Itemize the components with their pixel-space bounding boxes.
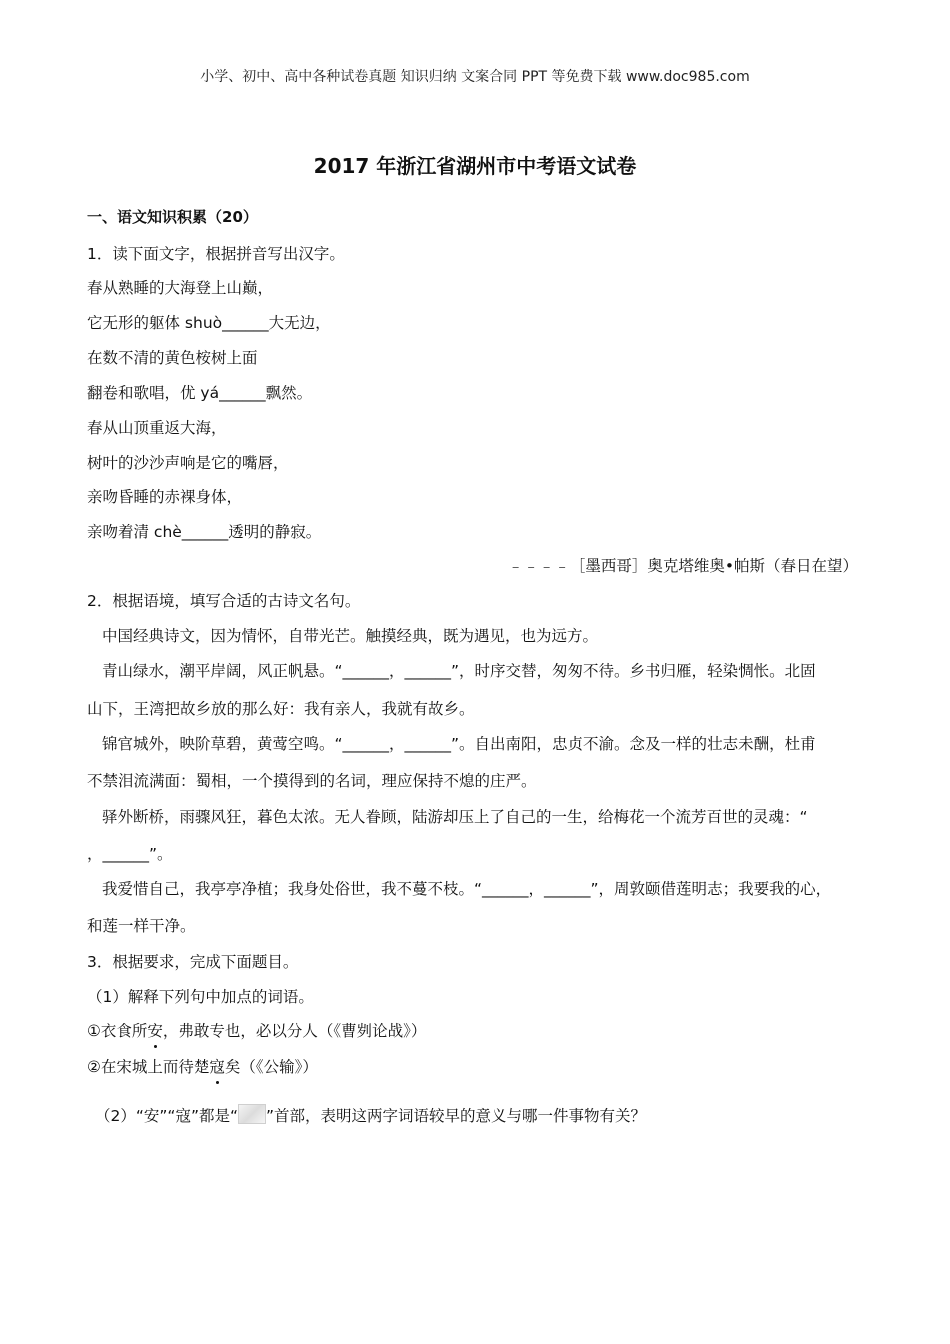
- sub-item-text: ②在宋城上而待楚: [87, 1058, 210, 1076]
- page-title: 2017 年浙江省湖州市中考语文试卷: [313, 154, 637, 178]
- dotted-word: 寇: [209, 1055, 225, 1077]
- page-header: 小学、初中、高中各种试卷真题 知识归纳 文案合同 PPT 等免费下载 www.doc985.com: [200, 69, 750, 85]
- poem-line: 它无形的躯体 shuò______大无边，: [87, 314, 331, 332]
- poem-line: 亲吻昏睡的赤裸身体，: [87, 488, 243, 506]
- paragraph: 驿外断桥，雨骤风狂，暮色太浓。无人眷顾，陆游却压上了自己的一生，给梅花一个流芳百世的灵魂：“: [102, 808, 808, 826]
- sub-question-text: （2）“安”“寇”都是“: [95, 1107, 239, 1125]
- poem-line: 春从山顶重返大海，: [87, 419, 227, 437]
- sub-item-text: ①衣食所: [87, 1022, 148, 1040]
- paragraph: 我爱惜自己，我亭亭净植；我身处俗世，我不蔓不枝。“______，______”，周敦颐借莲明志；我要我的心，: [102, 880, 832, 898]
- paragraph-continued: ，______”。: [87, 845, 173, 863]
- radical-image: [238, 1104, 266, 1124]
- dotted-word: 安: [147, 1019, 163, 1041]
- poem-source: ﹣﹣﹣﹣［墨西哥］奥克塔维奥•帕斯（春日在望）: [507, 557, 858, 575]
- poem-line: 亲吻着清 chè______透明的静寂。: [87, 523, 322, 541]
- poem-line: 春从熟睡的大海登上山巅，: [87, 279, 274, 297]
- paragraph-continued: 不禁泪流满面：蜀相，一个摸得到的名词，理应保持不熄的庄严。: [87, 772, 537, 790]
- sub-item-1: [87, 1019, 426, 1041]
- poem-line: 树叶的沙沙声响是它的嘴唇，: [87, 454, 289, 472]
- sub-item-text: ，弗敢专也，必以分人（《曹刿论战》）: [162, 1022, 427, 1040]
- question-3-prompt: 3．根据要求，完成下面题目。: [87, 953, 299, 971]
- poem-line: 在数不清的黄色桉树上面: [87, 349, 258, 367]
- paragraph: 青山绿水，潮平岸阔，风正帆悬。“______，______”，时序交替，匆匆不待。乡书归雁，轻染惆怅。北固: [102, 662, 816, 680]
- sub-question-2: [95, 1104, 646, 1126]
- paragraph-continued: 和莲一样干净。: [87, 917, 196, 935]
- sub-item-text: 矣（《公输》）: [224, 1058, 318, 1076]
- paragraph-continued: 山下，王湾把故乡放的那么好：我有亲人，我就有故乡。: [87, 700, 475, 718]
- sub-item-2: [87, 1055, 318, 1077]
- paragraph: 锦官城外，映阶草碧，黄莺空鸣。“______，______”。自出南阳，忠贞不渝。念及一样的壮志未酬，杜甫: [102, 735, 816, 753]
- sub-question-text: ”首部，表明这两字词语较早的意义与哪一件事物有关？: [266, 1107, 647, 1125]
- sub-question-1: （1）解释下列句中加点的词语。: [87, 988, 314, 1006]
- section-heading: 一、语文知识积累（20）: [87, 208, 258, 226]
- paragraph: 中国经典诗文，因为情怀，自带光芒。触摸经典，既为遇见，也为远方。: [102, 627, 599, 645]
- question-1-prompt: 1．读下面文字，根据拼音写出汉字。: [87, 245, 345, 263]
- poem-line: 翻卷和歌唱，优 yá______飘然。: [87, 384, 313, 402]
- question-2-prompt: 2．根据语境，填写合适的古诗文名句。: [87, 592, 361, 610]
